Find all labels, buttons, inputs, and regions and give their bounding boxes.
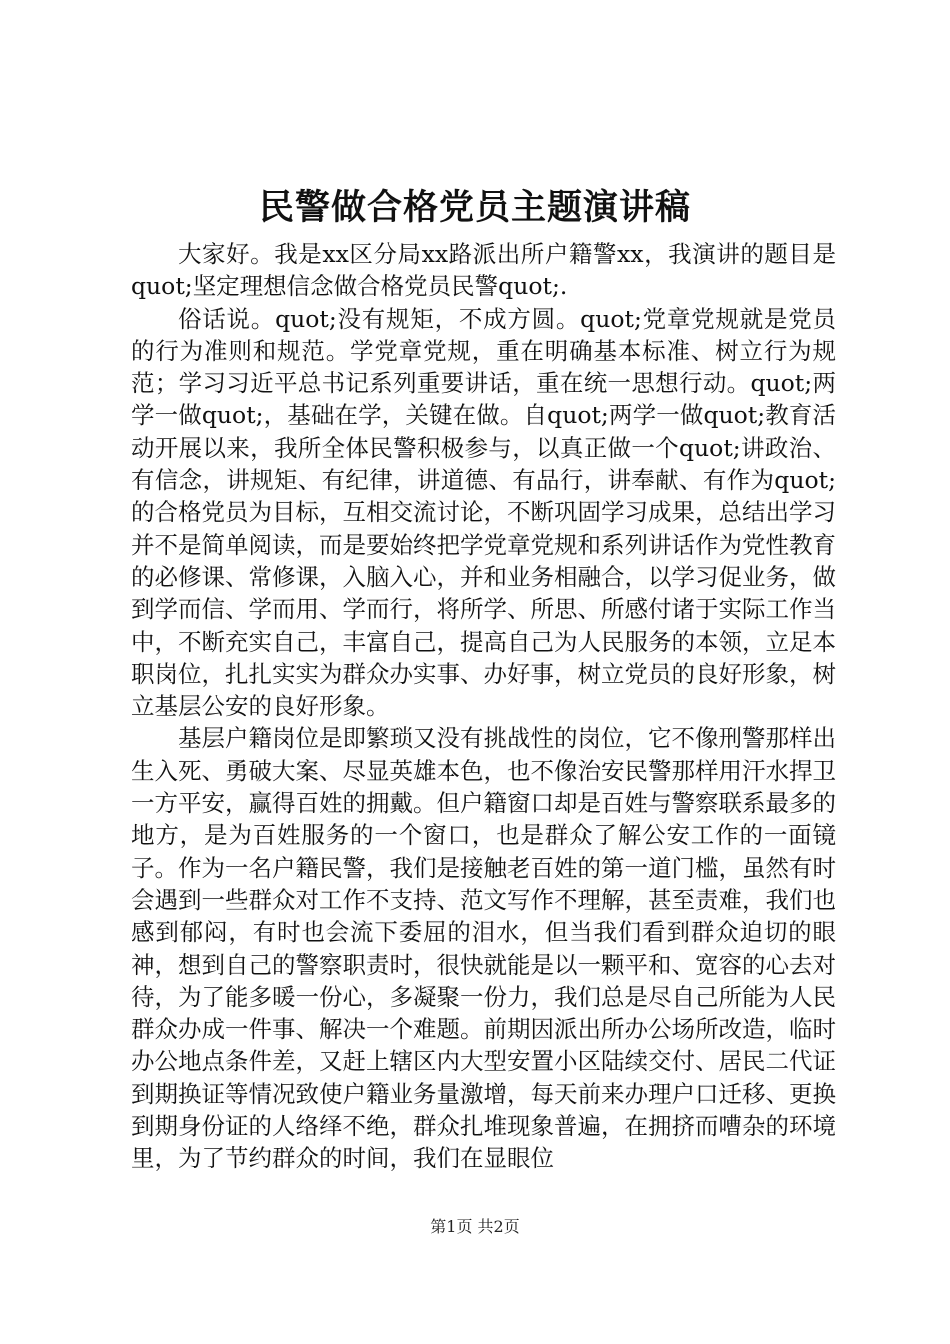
document-body <box>131 238 836 1175</box>
page-footer: 第1页 共2页 <box>430 1217 520 1236</box>
document-title: 民警做合格党员主题演讲稿 <box>258 187 691 228</box>
paragraph-household-registration: 基层户籍岗位是即繁琐又没有挑战性的岗位，它不像刑警那样出生入死、勇破大案、尽显英雄本色，也不像治安民警那样用汗水捍卫一方平安，赢得百姓的拥戴。但户籍窗口却是百姓与警察联系最多的地方，是为百姓服务的一个窗口，也是群众了解公安工作的一面镜子。作为一名户籍民警，我们是接触老百姓的第一道门槛，虽然有时会遇到一些群众对工作不支持、范文写作不理解，甚至责难，我们也感到郁闷，有时也会流下委屈的泪水，但当我们看到群众迫切的眼神，想到自己的警察职责时，很快就能是以一颗平和、宽容的心去对待，为了能多暖一份心，多凝聚一份力，我们总是尽自己所能为人民群众办成一件事、解决一个难题。前期因派出所办公场所改造，临时办公地点条件差，又赶上辖区内大型安置小区陆续交付、居民二代证到期换证等情况致使户籍业务量激增，每天前来办理户口迁移、更换到期身份证的人络绎不绝，群众扎堆现象普遍，在拥挤而嘈杂的环境里，为了节约群众的时间，我们在显眼位 <box>131 724 836 1173</box>
paragraph-greeting: 大家好。我是xx区分局xx路派出所户籍警xx，我演讲的题目是quot;坚定理想信念做合格党员民警quot;. <box>131 240 836 301</box>
paragraph-rules: 俗话说。quot;没有规矩，不成方圆。quot;党章党规就是党员的行为准则和规范。学党章党规，重在明确基本标准、树立行为规范；学习习近平总书记系列重要讲话，重在统一思想行动。quot;两学一做quot;，基础在学，关键在做。自quot;两学一做quot;教育活动开展以来，我所全体民警积极参与，以真正做一个quot;讲政治、有信念，讲规矩、有纪律，讲道德、有品行，讲奉献、有作为quot;的合格党员为目标，互相交流讨论，不断巩固学习成果，总结出学习并不是简单阅读，而是要始终把学党章党规和系列讲话作为党性教育的必修课、常修课，入脑入心，并和业务相融合，以学习促业务，做到学而信、学而用、学而行，将所学、所思、所感付诸于实际工作当中，不断充实自己，丰富自己，提高自己为人民服务的本领，立足本职岗位，扎扎实实为群众办实事、办好事，树立党员的良好形象，树立基层公安的良好形象。 <box>131 304 836 721</box>
